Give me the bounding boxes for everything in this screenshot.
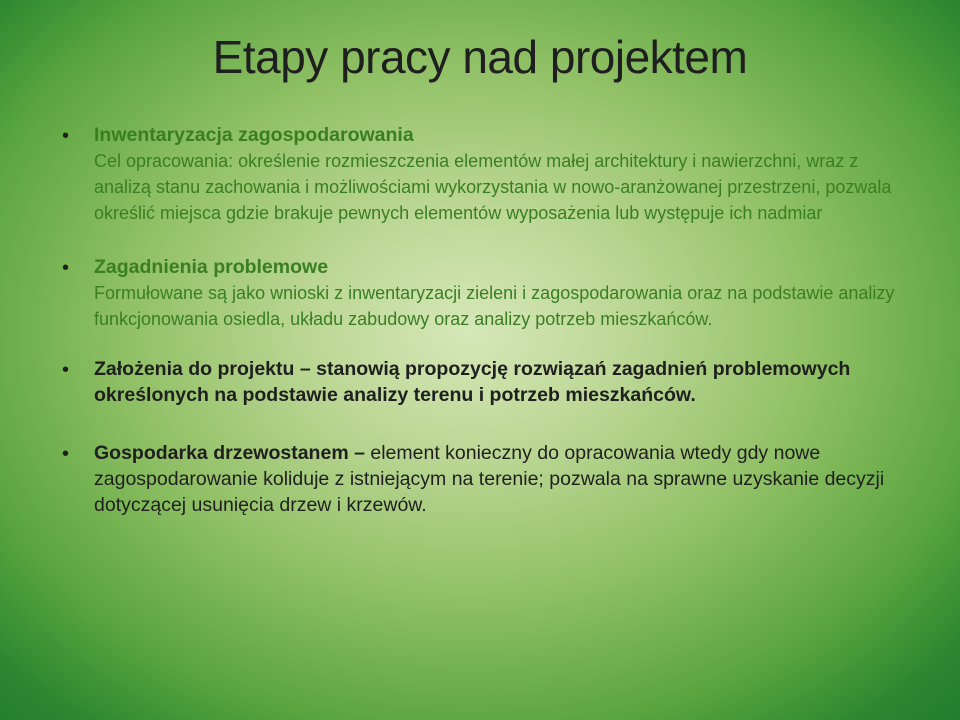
bullet-zalozenia xyxy=(60,356,920,408)
bullet-dash: – xyxy=(299,358,311,380)
slide-title: Etapy pracy nad projektem xyxy=(212,31,748,83)
bullet-text: element konieczny do opracowania wtedy gdy nowe zagospodarowanie koliduje z istniejącym na terenie; pozwala na sprawne uzyskanie decyzji dotyczącej usunięcia drzew i krzewów. xyxy=(94,442,885,516)
bullet-dot-icon: • xyxy=(62,359,70,381)
bullet-heading: Inwentaryzacja zagospodarowania xyxy=(94,124,414,146)
bullet-zagadnienia xyxy=(60,254,920,332)
bullet-dot-icon: • xyxy=(62,257,70,279)
bullet-inwentaryzacja xyxy=(60,122,920,226)
bullet-paragraph xyxy=(94,356,920,408)
bullet-heading: Gospodarka drzewostanem xyxy=(94,442,349,464)
bullet-text: Cel opracowania: określenie rozmieszczenia elementów małej architektury i nawierzchni, wraz z analizą stanu zachowania i możliwościami wykorzystania w nowo-aranżowanej przestrzeni, pozwala określić miejsca gdzie brakuje pewnych elementów wyposażenia lub występuje ich nadmiar xyxy=(94,151,892,223)
bullet-heading: Zagadnienia problemowe xyxy=(94,256,329,278)
bullet-dot-icon: • xyxy=(62,443,70,465)
bullet-list xyxy=(60,122,920,545)
bullet-dash: – xyxy=(354,442,365,464)
bullet-paragraph xyxy=(94,440,920,518)
bullet-gospodarka xyxy=(60,440,920,518)
bullet-heading: Założenia do projektu xyxy=(94,358,295,380)
bullet-text: stanowią propozycję rozwiązań zagadnień problemowych określonych na podstawie analizy terenu i potrzeb mieszkańców. xyxy=(94,358,851,406)
bullet-text: Formułowane są jako wnioski z inwentaryzacji zieleni i zagospodarowania oraz na podstawie analizy funkcjonowania osiedla, układu zabudowy oraz analizy potrzeb mieszkańców. xyxy=(94,283,895,329)
bullet-dot-icon: • xyxy=(62,125,70,147)
